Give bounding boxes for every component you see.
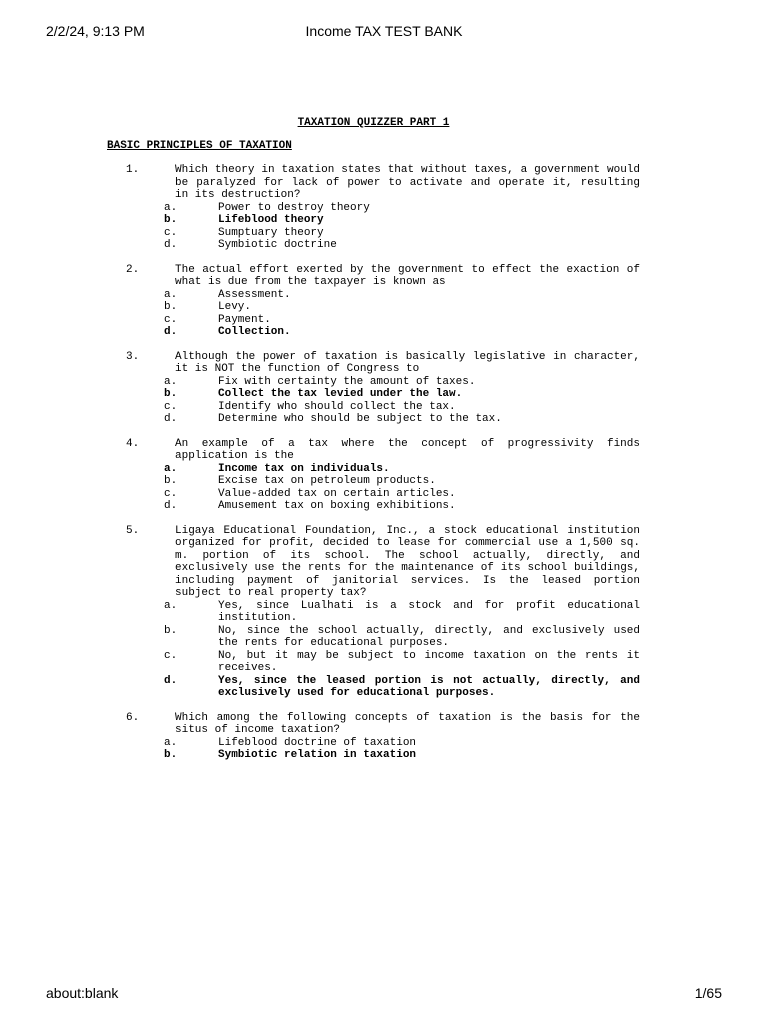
question-text: The actual effort exerted by the government to effect the exaction of what is due from the taxpayer is known as — [175, 263, 640, 288]
option-letter: c. — [164, 313, 178, 326]
question-text: An example of a tax where the concept of progressivity finds application is the — [175, 437, 640, 462]
option-text: Power to destroy theory — [218, 201, 370, 214]
option-text: Fix with certainty the amount of taxes. — [218, 375, 476, 388]
option-b-correct — [107, 749, 640, 762]
option-text: Value-added tax on certain articles. — [218, 487, 456, 500]
option-letter: b. — [164, 749, 178, 761]
document-body — [107, 117, 640, 774]
print-footer — [46, 985, 722, 1003]
print-url: about:blank — [46, 985, 119, 1001]
print-title: Income TAX TEST BANK — [305, 23, 463, 39]
option-text: Symbiotic relation in taxation — [218, 749, 417, 761]
option-text: Amusement tax on boxing exhibitions. — [218, 500, 456, 512]
option-a — [107, 202, 640, 215]
option-letter: d. — [164, 500, 178, 512]
option-letter: b. — [164, 475, 178, 487]
question-2 — [107, 264, 640, 339]
question-text: Which among the following concepts of taxation is the basis for the situs of income taxation? — [175, 711, 640, 736]
option-letter: a. — [164, 599, 178, 612]
question-number: 6. — [126, 711, 140, 724]
option-text: No, since the school actually, directly, and exclusively used the rents for educational purposes. — [218, 624, 640, 649]
option-c — [107, 488, 640, 501]
option-c — [107, 401, 640, 414]
option-d-correct — [107, 326, 640, 339]
option-letter: d. — [164, 239, 178, 251]
page-number: 1/65 — [694, 985, 722, 1001]
option-letter: a. — [164, 736, 178, 749]
option-letter: d. — [164, 413, 178, 425]
question-text: Which theory in taxation states that without taxes, a government would be paralyzed for lack of power to activate and operate it, resulting in its destruction? — [175, 164, 640, 201]
option-letter: c. — [164, 226, 178, 239]
question-number: 3. — [126, 350, 140, 363]
option-text: Levy. — [218, 301, 252, 313]
question-number: 2. — [126, 263, 140, 276]
document-title: TAXATION QUIZZER PART 1 — [297, 117, 450, 129]
option-text: Collection. — [218, 326, 291, 338]
option-text: No, but it may be subject to income taxation on the rents it receives. — [218, 649, 640, 674]
option-letter: c. — [164, 649, 178, 662]
print-header — [46, 23, 722, 41]
option-letter: c. — [164, 487, 178, 500]
option-a — [107, 600, 640, 625]
option-d — [107, 413, 640, 426]
option-letter: b. — [164, 624, 178, 637]
question-number: 5. — [126, 524, 140, 537]
option-text: Excise tax on petroleum products. — [218, 475, 436, 487]
question-text: Ligaya Educational Foundation, Inc., a stock educational institution organized for profit, decided to lease for commercial use a 1,500 sq. m. portion of its school. The school actually, directly, and exclusively use the rents for the maintenance of its school buildings, including payment of janitorial services. Is the leased portion subject to real property tax? — [175, 524, 640, 599]
question-5 — [107, 525, 640, 700]
option-letter: c. — [164, 400, 178, 413]
option-text: Income tax on individuals. — [218, 462, 390, 475]
option-letter: b. — [164, 214, 178, 226]
option-d-correct — [107, 675, 640, 700]
option-d — [107, 500, 640, 513]
option-text: Yes, since Lualhati is a stock and for profit educational institution. — [218, 599, 640, 624]
print-date: 2/2/24, 9:13 PM — [46, 23, 145, 39]
option-text: Yes, since the leased portion is not actually, directly, and exclusively used for educational purposes. — [218, 674, 640, 699]
option-text: Lifeblood theory — [218, 214, 324, 226]
option-letter: b. — [164, 388, 178, 400]
question-text: Although the power of taxation is basically legislative in character, it is NOT the function of Congress to — [175, 350, 640, 375]
option-text: Sumptuary theory — [218, 226, 324, 239]
question-6 — [107, 712, 640, 762]
option-text: Payment. — [218, 313, 271, 326]
option-text: Determine who should be subject to the tax. — [218, 413, 502, 425]
option-letter: a. — [164, 288, 178, 301]
option-b — [107, 625, 640, 650]
option-letter: b. — [164, 301, 178, 313]
option-d — [107, 239, 640, 252]
option-text: Assessment. — [218, 288, 291, 301]
section-title: BASIC PRINCIPLES OF TAXATION — [107, 139, 292, 152]
option-b-correct — [107, 388, 640, 401]
question-3 — [107, 351, 640, 426]
option-letter: a. — [164, 462, 178, 475]
option-a — [107, 289, 640, 302]
question-number: 1. — [126, 164, 140, 176]
option-text: Collect the tax levied under the law. — [218, 388, 463, 400]
question-number: 4. — [126, 437, 140, 450]
option-c — [107, 227, 640, 240]
question-4 — [107, 438, 640, 513]
option-letter: d. — [164, 326, 178, 338]
option-text: Identify who should collect the tax. — [218, 400, 456, 413]
option-a — [107, 376, 640, 389]
option-letter: d. — [164, 674, 178, 687]
option-letter: a. — [164, 201, 178, 214]
option-b-correct — [107, 214, 640, 227]
option-text: Symbiotic doctrine — [218, 239, 337, 251]
option-c — [107, 314, 640, 327]
option-b — [107, 475, 640, 488]
option-c — [107, 650, 640, 675]
option-letter: a. — [164, 375, 178, 388]
option-a — [107, 737, 640, 750]
option-b — [107, 301, 640, 314]
option-a-correct — [107, 463, 640, 476]
option-text: Lifeblood doctrine of taxation — [218, 736, 417, 749]
question-1 — [107, 164, 640, 252]
